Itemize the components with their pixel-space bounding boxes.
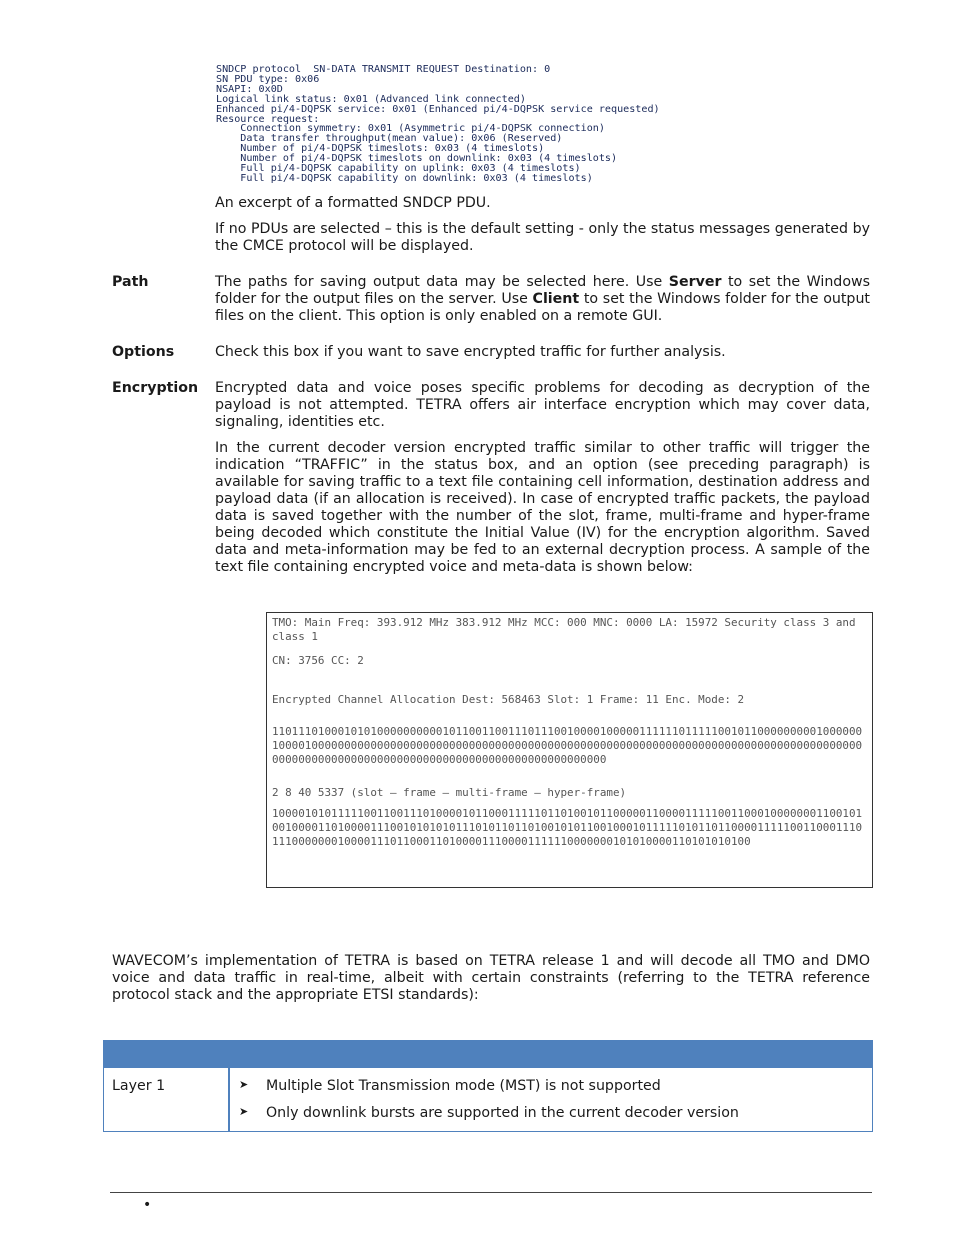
encrypted-sample-box <box>266 612 873 888</box>
list-item: ➤ Only downlink bursts are supported in the current decoder version <box>239 1105 739 1121</box>
screenshot-line: Full pi/4-DQPSK capability on uplink: 0x03 (4 timeslots) <box>216 163 581 175</box>
options-paragraph: Check this box if you want to save encrypted traffic for further analysis. <box>215 344 726 360</box>
server-keyword: Server <box>668 274 722 290</box>
screenshot-line: Logical link status: 0x01 (Advanced link connected) <box>216 93 526 105</box>
screenshot-caption: An excerpt of a formatted SNDCP PDU. <box>215 195 491 211</box>
encryption-paragraph-1: Encrypted data and voice poses specific problems for decoding as decryption of the payload is not attempted. TETRA offers air interface encryption which may cover data, signaling, identities etc. <box>215 380 870 430</box>
path-label: Path <box>112 274 149 290</box>
sample-bits-2: 1000010101111100110011101000010110001111101101001011000001100001111100110001000000011001010010000110100001110010101010111010110110100101011001000101111101011011000011111001100011101110000000100001110110001101000011100001111110000000101010000110101010100 <box>272 806 863 849</box>
screenshot-line: SNDCP protocol SN-DATA TRANSMIT REQUEST Destination: 0 <box>216 64 551 75</box>
sample-cell-info: TMO: Main Freq: 393.912 MHz 383.912 MHz MCC: 000 MNC: 0000 LA: 15972 Security class 3 and class 1 <box>272 616 856 644</box>
constraints-table <box>103 1040 873 1132</box>
screenshot-line: Number of pi/4-DQPSK timeslots on downlink: 0x03 (4 timeslots) <box>216 153 618 165</box>
screenshot-line: SN PDU type: 0x06 <box>216 73 320 85</box>
table-column-divider <box>228 1068 230 1131</box>
footer-rule <box>110 1192 872 1193</box>
screenshot-line: Number of pi/4-DQPSK timeslots: 0x03 (4 timeslots) <box>216 143 545 155</box>
encryption-paragraph-2: In the current decoder version encrypted traffic similar to other traffic will trigger the indication “TRAFFIC” in the status box, and an option (see preceding paragraph) is available for saving traffic to a text file containing cell information, destination address and payload data (if an allocation is received). In case of encrypted traffic packets, the payload data is saved together with the number of the slot, frame, multi-frame and hyper-frame being decoded which constitute the Initial Value (IV) for the encryption algorithm. Saved data and meta-information may be fed to an external decryption process. A sample of the text file containing encrypted voice and meta-data is shown below: <box>215 440 870 575</box>
table-row-label: Layer 1 <box>112 1078 166 1094</box>
encryption-label: Encryption <box>112 380 199 396</box>
no-pdu-paragraph: If no PDUs are selected – this is the default setting - only the status messages generated by the CMCE protocol will be displayed. <box>215 221 870 254</box>
table-header <box>104 1041 872 1068</box>
sample-frame-info: 2 8 40 5337 (slot – frame – multi-frame – hyper-frame) <box>272 786 627 800</box>
footer-bullet: • <box>143 1197 152 1213</box>
screenshot-line: Connection symmetry: 0x01 (Asymmetric pi/4-DQPSK connection) <box>216 123 605 135</box>
list-item: ➤ Multiple Slot Transmission mode (MST) is not supported <box>239 1078 661 1094</box>
sample-allocation: Encrypted Channel Allocation Dest: 568463 Slot: 1 Frame: 11 Enc. Mode: 2 <box>272 692 745 706</box>
screenshot-line: NSAPI: 0x0D <box>216 83 283 95</box>
wavecom-paragraph: WAVECOM’s implementation of TETRA is based on TETRA release 1 and will decode all TMO and DMO voice and data traffic in real-time, albeit with certain constraints (referring to the TETRA reference protocol stack and the appropriate ETSI standards): <box>112 953 870 1003</box>
screenshot-line: Enhanced pi/4-DQPSK service: 0x01 (Enhanced pi/4-DQPSK service requested) <box>216 103 660 115</box>
screenshot-line: Data transfer throughput(mean value): 0x06 (Reserved) <box>216 133 563 145</box>
sample-bits-1: 110111010001010100000000001011001100111011100100001000001111110111110010110000000001000000100001000000000000000000000000000000000000000000000000000000000000000000000000000000000000000000000000000000000000000000000000000000000000000 <box>272 724 863 767</box>
path-paragraph: The paths for saving output data may be selected here. Use Server to set the Windows folder for the output files on the server. Use Client to set the Windows folder for the output files on the client. This option is only enabled on a remote GUI. <box>215 274 870 324</box>
screenshot-line: Full pi/4-DQPSK capability on downlink: 0x03 (4 timeslots) <box>216 172 593 184</box>
arrow-bullet-icon: ➤ <box>239 1078 249 1091</box>
sndcp-pdu-screenshot <box>216 65 696 184</box>
screenshot-line: Resource request: <box>216 113 320 125</box>
options-label: Options <box>112 344 175 360</box>
client-keyword: Client <box>532 291 580 307</box>
sample-channel-info: CN: 3756 CC: 2 <box>272 654 364 668</box>
arrow-bullet-icon: ➤ <box>239 1105 249 1118</box>
